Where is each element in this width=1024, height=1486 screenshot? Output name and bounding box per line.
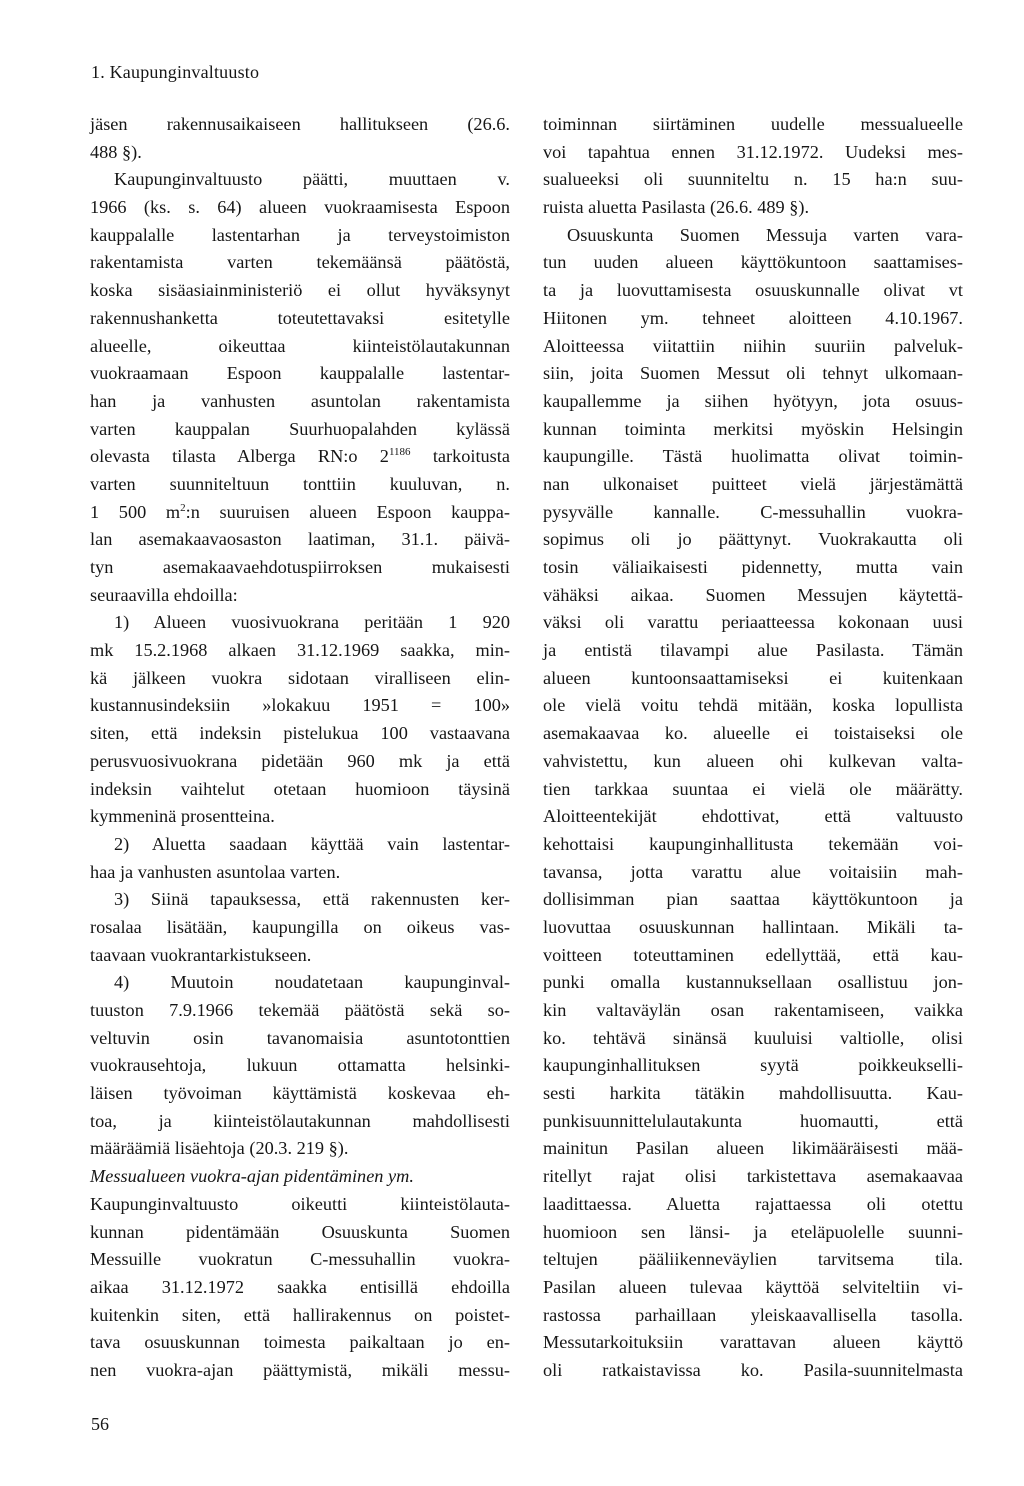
text-line: veltuvin osin tavanomaisia asuntotonttien: [90, 1027, 510, 1048]
text-line: 4) Muutoin noudatetaan kaupunginval-: [114, 972, 510, 993]
text-line: voitteen toteuttaminen edellyttää, että kau-: [543, 944, 963, 965]
line-text: olevasta tilasta Alberga RN:o 2: [90, 446, 389, 467]
text-line: laadittaessa. Aluetta rajattaessa oli otettu: [543, 1193, 963, 1214]
text-line: ja entistä tilavampi alue Pasilasta. Tämän: [543, 640, 963, 661]
text-line: varten kauppalan Suurhuopalahden kylässä: [90, 418, 510, 439]
text-line: toiminnan siirtäminen uudelle messualueelle: [543, 114, 963, 134]
running-head: 1. Kaupunginvaltuusto: [91, 62, 260, 82]
text-line: rakentamista varten tekemäänsä päätöstä,: [90, 252, 510, 273]
text-line: kä jälkeen vuokra sidotaan viralliseen elin-: [90, 667, 510, 688]
text-line: kauppalalle lastentarhan ja terveystoimiston: [90, 224, 510, 245]
text-line: kaupungille. Tästä huolimatta olivat toimin-: [543, 446, 963, 467]
text-line: lan asemakaavaosaston laatiman, 31.1. päivä-: [90, 529, 510, 550]
left-column: [90, 111, 510, 1385]
text-line: kustannusindeksiin »lokakuu 1951 = 100»: [90, 695, 510, 716]
text-line: ritellyt rajat olisi tarkistettava asemakaavaa: [543, 1166, 963, 1187]
text-line: oli ratkaistavissa ko. Pasila-suunnitelmasta: [543, 1359, 963, 1380]
text-line: pysyvälle kannalle. C-messuhallin vuokra-: [543, 501, 963, 522]
text-line: kunnan pidentämään Osuuskunta Suomen: [90, 1221, 510, 1242]
text-line: tavansa, jotta varattu alue voitaisiin mah-: [543, 861, 963, 882]
text-line: alueen kuntoonsaattamiseksi ei kuitenkaan: [543, 667, 963, 688]
text-line: nan ulkonaiset puitteet vielä järjestämättä: [543, 473, 963, 494]
text-line: tava osuuskunnan toimesta paikaltaan jo en-: [90, 1332, 510, 1353]
text-line: seuraavilla ehdoilla:: [90, 584, 238, 605]
text-line: siin, joita Suomen Messut oli tehnyt ulkomaan-: [543, 363, 963, 384]
section-heading: Messualueen vuokra-ajan pidentäminen ym.: [90, 1166, 414, 1187]
text-line: tyn asemakaavaehdotuspiirroksen mukaisesti: [90, 557, 510, 577]
text-line: huomioon sen länsi- ja eteläpuolelle suunni-: [543, 1221, 963, 1242]
text-line: koska sisäasiainministeriö ei ollut hyväksynyt: [90, 280, 510, 301]
text-line: sualueeksi oli suunniteltu n. 15 ha:n suu-: [543, 169, 963, 190]
text-line: perusvuosivuokrana pidetään 960 mk ja että: [90, 750, 510, 771]
text-line: 1966 (ks. s. 64) alueen vuokraamisesta Espoon: [90, 197, 510, 218]
text-line: kin valtaväylän osan rakentamiseen, vaikka: [543, 1000, 963, 1020]
text-line: läisen työvoiman käyttämistä koskevaa eh-: [90, 1083, 510, 1104]
text-line: Pasilan alueen tulevaa käyttöä selviteltiin vi-: [543, 1276, 963, 1297]
text-line: kuitenkin siten, että hallirakennus on poistet-: [90, 1304, 510, 1325]
text-line: rakennushanketta toteutettavaksi esitetylle: [90, 307, 510, 328]
text-line: luovuttaa osuuskunnan hallintaan. Mikäli ta-: [543, 916, 963, 937]
text-line: 3) Siinä tapauksessa, että rakennusten ker-: [114, 889, 510, 910]
text-line: jäsen rakennusaikaiseen hallitukseen (26.6.: [90, 114, 510, 134]
text-line: nen vuokra-ajan päättymistä, mikäli messu-: [90, 1359, 510, 1380]
text-line: indeksin vaihtelut otetaan huomioon täysinä: [90, 778, 510, 799]
text-line: ruista aluetta Pasilasta (26.6. 489 §).: [543, 197, 810, 218]
text-line: asemakaavaa ko. alueelle ei toistaiseksi ole: [543, 723, 963, 744]
text-line: haa ja vanhusten asuntolaa varten.: [90, 861, 341, 882]
text-line: Kaupunginvaltuusto päätti, muuttaen v.: [114, 169, 510, 190]
page-number: 56: [91, 1414, 109, 1434]
text-line: 1) Alueen vuosivuokrana peritään 1 920: [114, 612, 510, 633]
text-line: kymmeninä prosentteina.: [90, 806, 275, 827]
text-line: tuuston 7.9.1966 tekemää päätöstä sekä so-: [90, 1000, 510, 1020]
text-line: han ja vanhusten asuntolan rakentamista: [90, 390, 510, 411]
superscript: 1186: [388, 446, 411, 459]
text-line: väksi oli varattu periaatteessa kokonaan uusi: [543, 612, 963, 633]
text-line: ko. tehtävä sinänsä kuuluisi valtiolle, olisi: [543, 1027, 963, 1048]
text-line: vuokrausehtoja, lukuun ottamatta helsinki-: [90, 1055, 510, 1076]
text-line: siten, että indeksin pistelukua 100 vastaavana: [90, 723, 510, 744]
text-line: teltujen pääliikenneväylien tarvitsema tila.: [543, 1249, 963, 1270]
text-line: tosin väliaikaisesti pidennetty, mutta vain: [543, 557, 963, 577]
text-line: vuokraamaan Espoon kauppalalle lastentar-: [90, 363, 510, 384]
text-line: kunnan toiminta merkitsi myöskin Helsingin: [543, 418, 963, 439]
line-text-tail: :n suuruisen alueen Espoon kauppa-: [185, 501, 510, 522]
text-line: vahvistettu, kun alueen ohi kulkevan valta-: [543, 750, 963, 771]
text-line: rastossa parhaillaan yleiskaavallisella tasolla.: [543, 1304, 963, 1325]
superscript: 2: [180, 501, 186, 514]
text-line-with-superscript: [90, 443, 510, 471]
text-line-with-superscript: [90, 499, 510, 527]
text-line: sesti harkita tätäkin mahdollisuutta. Kau-: [543, 1083, 963, 1104]
text-line: varten suunniteltuun tonttiin kuuluvan, n.: [90, 473, 510, 494]
text-line: toa, ja kiinteistölautakunnan mahdollisesti: [90, 1110, 510, 1131]
text-line: Messuille vuokratun C-messuhallin vuokra-: [90, 1249, 510, 1270]
text-line: Kaupunginvaltuusto oikeutti kiinteistölauta-: [90, 1193, 510, 1214]
line-text-tail: tarkoitusta: [410, 446, 510, 467]
text-line: Aloitteessa viitattiin niihin suuriin palveluk-: [543, 335, 963, 356]
text-line: ta ja luovuttamisesta osuuskunnalle olivat vt: [543, 280, 963, 301]
text-line: 2) Aluetta saadaan käyttää vain lastentar-: [114, 833, 510, 854]
right-column: [543, 111, 963, 1385]
text-line: sopimus oli jo päättynyt. Vuokrakautta oli: [543, 529, 963, 550]
text-line: määräämiä lisäehtoja (20.3. 219 §).: [90, 1138, 349, 1159]
text-line: 488 §).: [90, 141, 142, 162]
text-line: rosalaa lisätään, kaupungilla on oikeus vas-: [90, 916, 510, 937]
text-line: kehottaisi kaupunginhallitusta tekemään voi-: [543, 833, 963, 854]
text-line: punkisuunnittelulautakunta huomautti, että: [543, 1110, 963, 1131]
text-line: alueelle, oikeuttaa kiinteistölautakunnan: [90, 335, 510, 356]
text-line: dollisimman pian saattaa käyttökuntoon ja: [543, 889, 963, 910]
text-line: ole vielä voitu tehdä mitään, koska lopullista: [543, 695, 963, 716]
text-line: mk 15.2.1968 alkaen 31.12.1969 saakka, min-: [90, 640, 510, 661]
line-text: 1 500 m: [90, 501, 181, 522]
text-line: taavaan vuokrantarkistukseen.: [90, 944, 312, 965]
text-line: Aloitteentekijät ehdottivat, että valtuusto: [543, 806, 963, 827]
text-line: tien tarkkaa suuntaa ei vielä ole määrätty.: [543, 778, 963, 799]
text-line: tun uuden alueen käyttökuntoon saattamises-: [543, 252, 963, 273]
text-line: Messutarkoituksiin varattavan alueen käyttö: [543, 1332, 963, 1353]
text-line: kaupallemme ja siihen hyötyyn, jota osuus-: [543, 390, 963, 411]
text-line: punki omalla kustannuksellaan osallistuu jon-: [543, 972, 963, 993]
text-line: Osuuskunta Suomen Messuja varten vara-: [567, 224, 963, 245]
text-line: voi tapahtua ennen 31.12.1972. Uudeksi mes-: [543, 141, 963, 162]
text-line: aikaa 31.12.1972 saakka entisillä ehdoilla: [90, 1276, 510, 1297]
text-line: vähäksi aikaa. Suomen Messujen käytettä-: [543, 584, 963, 605]
text-line: Hiitonen ym. tehneet aloitteen 4.10.1967.: [543, 307, 963, 328]
text-line: kaupunginhallituksen syytä poikkeukselli-: [543, 1055, 963, 1076]
text-line: mainitun Pasilan alueen likimääräisesti mää-: [543, 1138, 963, 1159]
